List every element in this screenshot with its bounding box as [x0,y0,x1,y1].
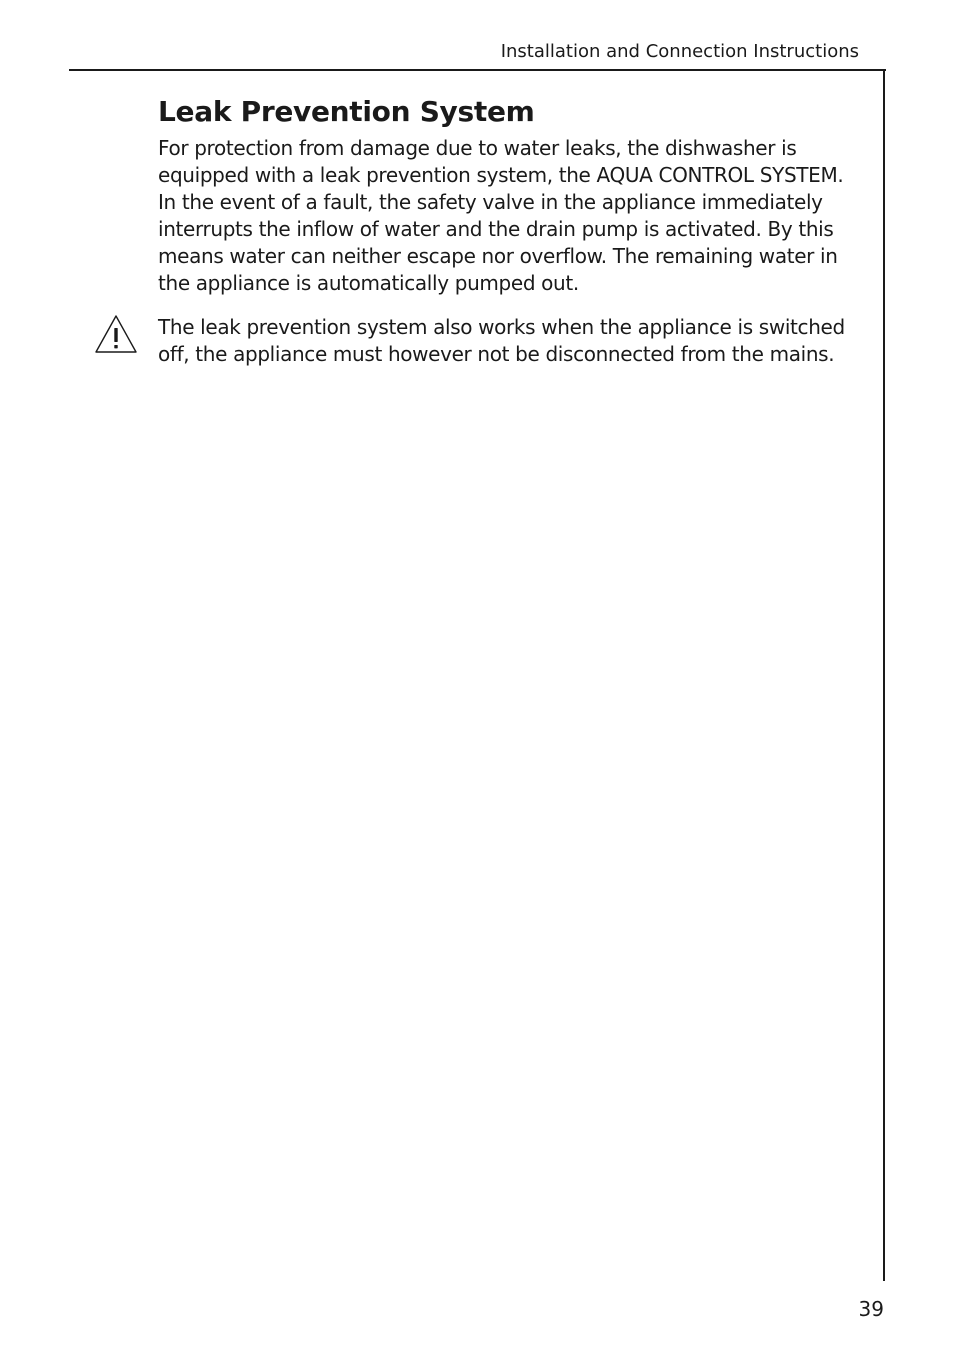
warning-text: The leak prevention system also works when the appliance is switched off, the appliance must however not be disconnected from the mains. [158,315,845,366]
section-title: Leak Prevention System [158,95,535,128]
warning-triangle-icon [94,314,138,354]
page-number: 39 [858,1297,884,1321]
side-rule [883,69,885,1281]
body-paragraph: For protection from damage due to water leaks, the dishwasher is equipped with a leak prevention system, the AQUA CONTROL SYSTEM. In the event of a fault, the safety valve in the appliance immediately interrupts the inflow of water and the drain pump is activated. By this means water can neither escape nor overflow. The remaining water in the appliance is automatically pumped out. [158,136,844,295]
header-rule [69,69,886,71]
running-header: Installation and Connection Instructions [500,41,859,62]
